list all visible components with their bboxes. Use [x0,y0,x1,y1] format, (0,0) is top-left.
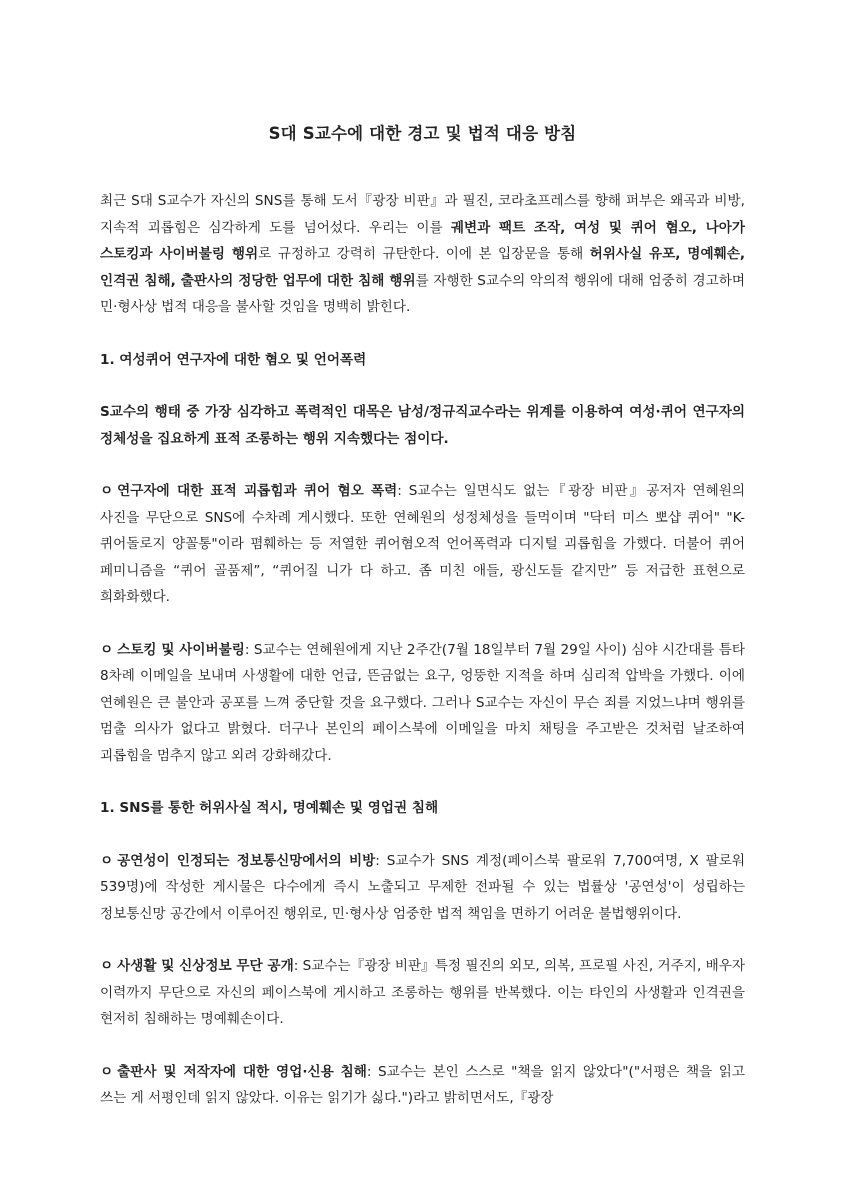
section-1-item [100,637,745,770]
section-2-item [100,1059,745,1112]
intro-text-2: 로 규정하고 강력히 규탄한다. 이에 본 입장문을 통해 [258,246,590,262]
section-1-item [100,478,745,611]
item-text: : S교수는 본인 스스로 "책을 읽지 않았다"("서평은 책을 읽고 쓰는 게 서평인데 읽지 않았다. 이유는 읽기가 싫다.")라고 밝히면서도,『광장 [100,1063,745,1106]
intro-bold-1: 궤변과 팩트 조작, 여성 및 퀴어 혐오, 나아가 스토킹과 사이버불링 행위 [100,219,745,262]
intro-paragraph [100,188,745,321]
item-label: 출판사 및 저작자에 대한 영업·신용 침해 [117,1063,367,1080]
section-1-lead [100,399,745,452]
bullet-marker: ㅇ [100,483,114,499]
bullet-marker: ㅇ [100,641,114,658]
intro-bold-2: 허위사실 유포, 명예훼손, 인격권 침해, 출판사의 정당한 업무에 대한 침해 행위 [100,246,745,289]
item-text: : S교수는『광장 비판』특정 필진의 외모, 의복, 프로필 사진, 거주지, 배우자 이력까지 무단으로 자신의 페이스북에 게시하고 조롱하는 행위를 반복했다. 이는 타인의 사생활과 인격권을 현저히 침해하는 명예훼손이다. [100,958,745,1027]
item-label: 연구자에 대한 표적 괴롭힘과 퀴어 혐오 폭력 [117,483,398,499]
bullet-marker: ㅇ [100,958,114,974]
intro-text-1: 최근 S대 S교수가 자신의 SNS를 통해 도서『광장 비판』과 필진, 코라초프레스를 향해 퍼부은 왜곡과 비방, 지속적 괴롭힘은 심각하게 도를 넘어섰다. 우리는 이를 [100,193,745,236]
item-text: : S교수는 일면식도 없는『광장 비판』공저자 연혜원의 사진을 무단으로 SNS에 수차례 게시했다. 또한 연혜원의 성정체성을 들먹이며 "닥터 미스 뽀샵 퀴어" "K-퀴어돌로지 양꼴통"이라 폄훼하는 등 저열한 퀴어혐오적 언어폭력과 디지털 괴롭힘을 가했다. 더불어 퀴어 페미니즘을 “퀴어 골품제”, “퀴어질 니가 다 하고. 좀 미친 애들, 광신도들 같지만” 등 저급한 표현으로 희화화했다. [100,483,745,605]
document-title: S대 S교수에 대한 경고 및 법적 대응 방침 [268,124,577,143]
bullet-marker: ㅇ [100,1063,114,1080]
item-label: 공연성이 인정되는 정보통신망에서의 비방 [117,852,376,869]
item-label: 사생활 및 신상정보 무단 공개 [117,958,294,974]
item-label: 스토킹 및 사이버불링 [117,641,245,658]
bullet-marker: ㅇ [100,852,114,869]
section-2-item [100,848,745,928]
item-text: : S교수는 연혜원에게 지난 2주간(7월 18일부터 7월 29일 사이) 심야 시간대를 틈타 8차례 이메일을 보내며 사생활에 대한 언급, 뜬금없는 요구, 엉뚱한 지적을 하며 심리적 압박을 가했다. 이에 연혜원은 큰 불안과 공포를 느껴 중단할 것을 요구했다. 그러나 S교수는 자신이 무슨 죄를 지었느냐며 행위를 멈출 의사가 없다고 밝혔다. 더구나 본인의 페이스북에 이메일을 마치 채팅을 주고받은 것처럼 날조하여 괴롭힘을 멈추지 않고 외려 강화해갔다. [100,641,745,764]
section-1-lead-text: S교수의 행태 중 가장 심각하고 폭력적인 대목은 남성/정규직교수라는 위계를 이용하여 여성·퀴어 연구자의 정체성을 집요하게 표적 조롱하는 행위 지속했다는 점이다. [100,404,745,447]
section-2-heading: 1. SNS를 통한 허위사실 적시, 명예훼손 및 영업권 침해 [100,800,439,816]
section-1-heading: 1. 여성퀴어 연구자에 대한 혐오 및 언어폭력 [100,351,367,368]
item-text: : S교수가 SNS 계정(페이스북 팔로워 7,700여명, X 팔로워 539명)에 작성한 게시물은 다수에게 즉시 노출되고 무제한 전파될 수 있는 법률상 '공연성'이 성립하는 정보통신망 공간에서 이루어진 행위로, 민·형사상 엄중한 법적 책임을 면하기 어려운 불법행위이다. [100,852,745,922]
section-2-item [100,953,745,1033]
intro-text-3: 를 자행한 S교수의 악의적 행위에 대해 엄중히 경고하며 민·형사상 법적 대응을 불사할 것임을 명백히 밝힌다. [100,272,745,315]
